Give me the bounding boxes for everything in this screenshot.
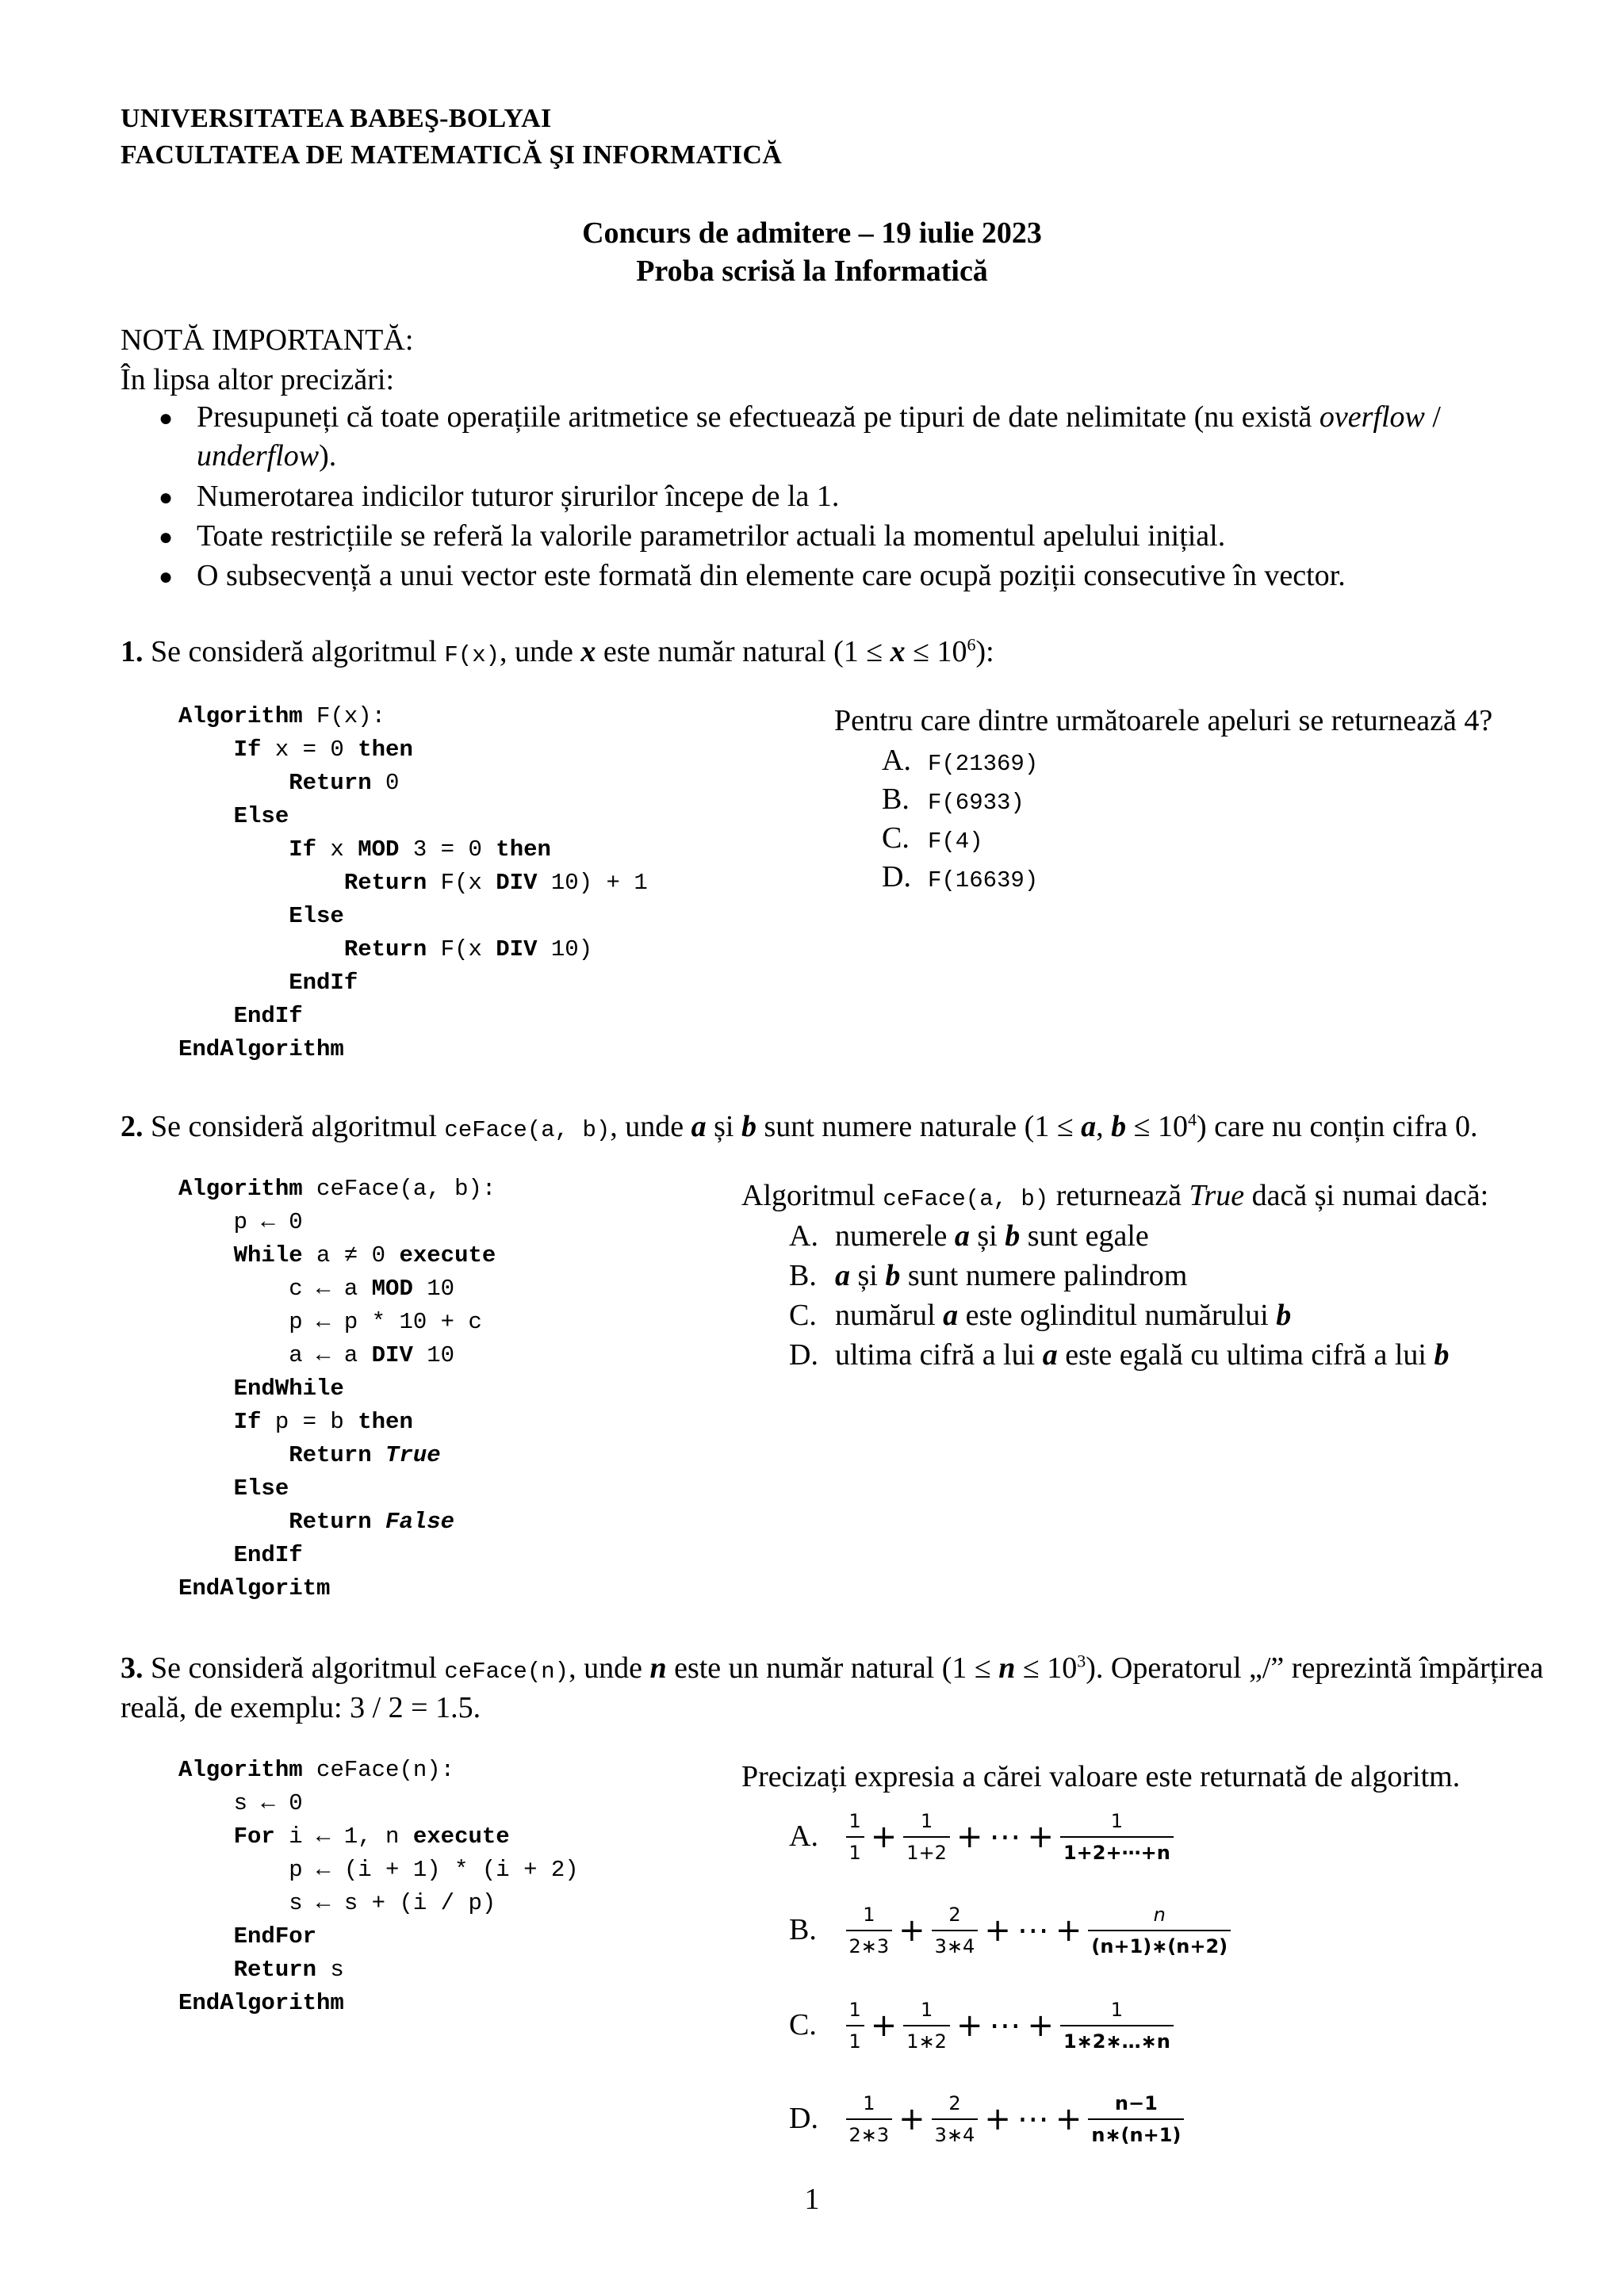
fraction: $\frac{n}{(n+1)∗(n+2)}$: [1088, 1903, 1231, 1958]
fraction: $\frac{1}{1∗2}$: [903, 1998, 950, 2053]
code-line: For i ← 1, n execute: [178, 1823, 510, 1850]
q1-code-block: [178, 700, 648, 1066]
q2-code-block: [178, 1173, 496, 1605]
q2-option-c[interactable]: C. numărul a este oglinditul numărului b: [789, 1299, 1292, 1332]
q2-question: Algoritmul ceFace(a, b) returnează True dacă și numai dacă:: [741, 1179, 1489, 1212]
q2-option-b[interactable]: B. a și b sunt numere palindrom: [789, 1259, 1188, 1292]
exam-title: Concurs de admitere – 19 iulie 2023: [582, 216, 1042, 250]
q3-option-a[interactable]: A. $\frac{1}{1}$ + $\frac{1}{1+2}$ + ⋯ + $\frac{1}{1+2+\cdots+n}$: [789, 1809, 1177, 1865]
code-line: Return F(x DIV 10): [178, 936, 593, 962]
code-line: EndAlgorithm: [178, 1036, 344, 1062]
q3-option-d[interactable]: D. $\frac{1}{2∗3}$ + $\frac{2}{3∗4}$ + ⋯ + $\frac{n-1}{n∗(n+1)}$: [789, 2091, 1187, 2147]
math-expression: $\frac{1}{1}$ + $\frac{1}{1+2}$ + ⋯ + $\frac{1}{1+2+\cdots+n}$: [843, 1809, 1177, 1865]
q3-statement: 3. Se consideră algoritmul ceFace(n), unde n este un număr natural $(1 \le n \le 10^3)$. Operatorul „/” reprezintă împărțirea: [121, 1651, 1544, 1685]
q2-option-a[interactable]: A. numerele a și b sunt egale: [789, 1219, 1149, 1253]
note-bullet-1: Presupuneți că toate operațiile aritmetice se efectuează pe tipuri de date nelimitate (nu există overflow / underflow).: [197, 400, 1441, 473]
bullet-icon: ●: [159, 405, 174, 431]
fraction: $\frac{1}{1+2}$: [903, 1809, 950, 1865]
q1-option-d[interactable]: D. F(16639): [882, 860, 1039, 894]
code-line: EndFor: [178, 1923, 317, 1950]
code-line: Return True: [178, 1442, 441, 1468]
q3-option-c[interactable]: C. $\frac{1}{1}$ + $\frac{1}{1∗2}$ + ⋯ + $\frac{1}{1∗2∗\dots∗n}$: [789, 1998, 1177, 2053]
fraction: $\frac{1}{1}$: [846, 1998, 864, 2053]
faculty-name: FACULTATEA DE MATEMATICĂ ŞI INFORMATICĂ: [121, 140, 783, 170]
code-line: While a ≠ 0 execute: [178, 1242, 496, 1269]
math-expression: $\frac{1}{2∗3}$ + $\frac{2}{3∗4}$ + ⋯ + $\frac{n}{(n+1)∗(n+2)}$: [843, 1903, 1235, 1958]
code-line: Else: [178, 803, 289, 829]
bullet-icon: ●: [159, 484, 174, 511]
math-expression: $\frac{1}{1}$ + $\frac{1}{1∗2}$ + ⋯ + $\frac{1}{1∗2∗\dots∗n}$: [843, 1998, 1177, 2053]
code-line: s ← s + (i / p): [178, 1890, 496, 1916]
code-line: EndAlgoritm: [178, 1575, 331, 1601]
note-bullet-2: Numerotarea indicilor tuturor șirurilor începe de la 1.: [197, 480, 840, 513]
code-line: c ← a MOD 10: [178, 1276, 455, 1302]
q1-option-c[interactable]: C. F(4): [882, 821, 983, 855]
code-line: Return False: [178, 1509, 455, 1535]
q3-option-b[interactable]: B. $\frac{1}{2∗3}$ + $\frac{2}{3∗4}$ + ⋯ + $\frac{n}{(n+1)∗(n+2)}$: [789, 1903, 1234, 1958]
note-intro: În lipsa altor precizări:: [121, 363, 395, 396]
page-number: 1: [804, 2183, 820, 2216]
code-line: EndIf: [178, 1542, 303, 1568]
code-line: Else: [178, 1475, 289, 1502]
code-line: If p = b then: [178, 1409, 413, 1435]
note-heading: NOTĂ IMPORTANTĂ:: [121, 323, 414, 357]
code-line: Return 0: [178, 770, 400, 796]
q1-statement: 1. Se consideră algoritmul F(x), unde x este număr natural $(1 \le x \le 10^6)$:: [121, 634, 994, 668]
q2-statement: 2. Se consideră algoritmul ceFace(a, b), unde a și b sunt numere naturale (1 ≤ a, $b \le 10^4$) care nu conțin cifra 0.: [121, 1109, 1478, 1143]
exam-subtitle: Proba scrisă la Informatică: [636, 254, 988, 288]
code-line: Return F(x DIV 10) + 1: [178, 870, 648, 896]
code-line: Else: [178, 903, 344, 929]
bullet-icon: ●: [159, 564, 174, 590]
code-line: EndIf: [178, 1003, 303, 1029]
code-line: p ← p * 10 + c: [178, 1309, 482, 1335]
q3-statement-line2: reală, de exemplu: 3 / 2 = 1.5.: [121, 1691, 481, 1724]
code-line: Return s: [178, 1957, 344, 1983]
code-line: s ← 0: [178, 1790, 303, 1816]
code-line: EndWhile: [178, 1376, 344, 1402]
q3-question: Precizați expresia a cărei valoare este returnată de algoritm.: [741, 1760, 1461, 1793]
code-line: EndAlgorithm: [178, 1990, 344, 2016]
code-line: Algorithm F(x):: [178, 703, 386, 729]
note-bullet-4: O subsecvență a unui vector este formată din elemente care ocupă poziții consecutive în vector.: [197, 559, 1346, 592]
code-line: EndIf: [178, 970, 358, 996]
bullet-icon: ●: [159, 524, 174, 550]
code-line: a ← a DIV 10: [178, 1342, 455, 1368]
math-expression: $\frac{1}{2∗3}$ + $\frac{2}{3∗4}$ + ⋯ + $\frac{n-1}{n∗(n+1)}$: [843, 2091, 1188, 2147]
note-bullet-3: Toate restricțiile se referă la valorile parametrilor actuali la momentul apelului inițial.: [197, 519, 1226, 553]
fraction: $\frac{2}{3∗4}$: [932, 2091, 979, 2147]
q1-option-b[interactable]: B. F(6933): [882, 783, 1025, 816]
fraction: $\frac{2}{3∗4}$: [932, 1903, 979, 1958]
code-line: Algorithm ceFace(a, b):: [178, 1176, 496, 1202]
code-line: p ← 0: [178, 1209, 303, 1235]
q3-code-block: [178, 1754, 579, 2020]
fraction: $\frac{1}{2∗3}$: [846, 1903, 893, 1958]
code-line: If x MOD 3 = 0 then: [178, 836, 551, 863]
code-line: Algorithm ceFace(n):: [178, 1757, 455, 1783]
code-line: p ← (i + 1) * (i + 2): [178, 1857, 579, 1883]
fraction: $\frac{1}{1+2+\cdots+n}$: [1060, 1809, 1174, 1865]
code-line: If x = 0 then: [178, 737, 413, 763]
fraction: $\frac{1}{2∗3}$: [846, 2091, 893, 2147]
fraction: $\frac{1}{1∗2∗\dots∗n}$: [1060, 1998, 1174, 2053]
q2-option-d[interactable]: D. ultima cifră a lui a este egală cu ultima cifră a lui b: [789, 1338, 1450, 1372]
university-name: UNIVERSITATEA BABEŞ-BOLYAI: [121, 104, 552, 133]
q1-option-a[interactable]: A. F(21369): [882, 744, 1039, 777]
fraction: $\frac{1}{1}$: [846, 1809, 864, 1865]
fraction: $\frac{n-1}{n∗(n+1)}$: [1088, 2091, 1184, 2147]
q1-question: Pentru care dintre următoarele apeluri se returnează 4?: [834, 704, 1493, 737]
